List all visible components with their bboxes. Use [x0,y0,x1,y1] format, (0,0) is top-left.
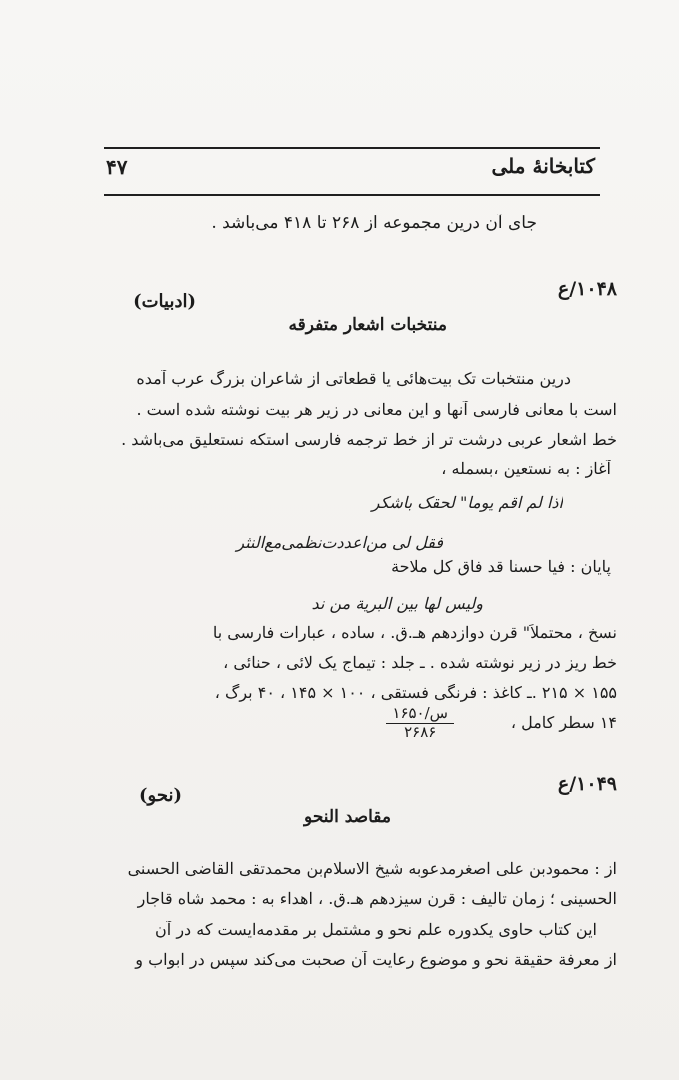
description-line-1048-1: درین منتخبات تک بیت‌هائی یا قطعاتی از شاعران بزرگ عرب آمده [136,370,571,388]
intro-line: جای آن درین مجموعه از ۲۶۸ تا ۴۱۸ می‌باشد . [211,214,537,233]
page-number: ۴۷ [106,155,128,179]
ending-verse-1048: ولیس لها بین البریة من ند [311,595,483,613]
shelfmark-top-1048: س/۱۶۵۰ [386,706,454,724]
opening-verse-1-1048: اذا لم اقم یوما" لحقک باشکر [371,494,563,512]
physical-line-1048-1: نسخ ، محتملاً" قرن دوازدهم هـ.ق. ، ساده ، عبارات فارسی با [212,624,617,642]
description-line-1048-2: است با معانی فارسی آنها و این معانی در زیر هر بیت نوشته شده است . [136,401,617,419]
header-rule-top [104,147,600,149]
entry-title-1048: منتخبات اشعار متفرقه [288,316,447,335]
description-line-1049-2: الحسینی ؛ زمان تالیف : قرن سیزدهم هـ.ق. ، اهداء به : محمد شاه قاجار [137,890,617,908]
category-label-1048: (ادبیات) [133,292,196,312]
description-line-1048-3: خط اشعار عربی درشت تر از خط ترجمه فارسی استکه نستعلیق می‌باشد . [121,431,617,449]
entry-title-1049: مقاصد النحو [304,808,391,827]
description-line-1049-4: از معرفة حقیقة نحو و موضوع رعایت آن صحبت می‌کند سپس در ابواب و [135,951,617,969]
running-title: کتابخانهٔ ملی [491,154,595,178]
description-line-1049-3: این کتاب حاوی یکدوره علم نحو و مشتمل بر مقدمه‌ایست که در آن [155,921,597,939]
shelfmark-1048 [386,706,454,741]
header-rule-bottom [104,194,600,196]
physical-line-1048-2: خط ریز در زیر نوشته شده . ـ جلد : تیماج یک لائی ، حنائی ، [223,654,617,672]
description-line-1049-1: از : محمودبن علی اصغرمدعوبه شیخ الاسلام‌بن محمدتقی القاضی الحسنی [127,860,617,878]
ending-label-line-1048: پایان : فیا حسنا قد فاق کل ملاحة [391,558,611,576]
opening-label-line-1048: آغاز : به نستعین ،بسمله ، [441,460,611,478]
entry-number-1049: ۱۰۴۹/ع [557,774,617,795]
physical-line-1048-4: ۱۴ سطر کامل ، [510,714,617,732]
physical-line-1048-3: ۱۵۵ × ۲۱۵ .ـ کاغذ : فرنگی فستقی ، ۱۰۰ × ۱۴۵ ، ۴۰ برگ ، [214,684,617,702]
entry-number-1048: ۱۰۴۸/ع [557,279,617,300]
category-label-1049: (نحو) [139,786,182,806]
shelfmark-bottom-1048: ۲۶۸۶ [404,722,437,741]
opening-verse-2-1048: فقل لی من‌اعددت‌نظمی‌مع‌النثر [236,534,443,552]
